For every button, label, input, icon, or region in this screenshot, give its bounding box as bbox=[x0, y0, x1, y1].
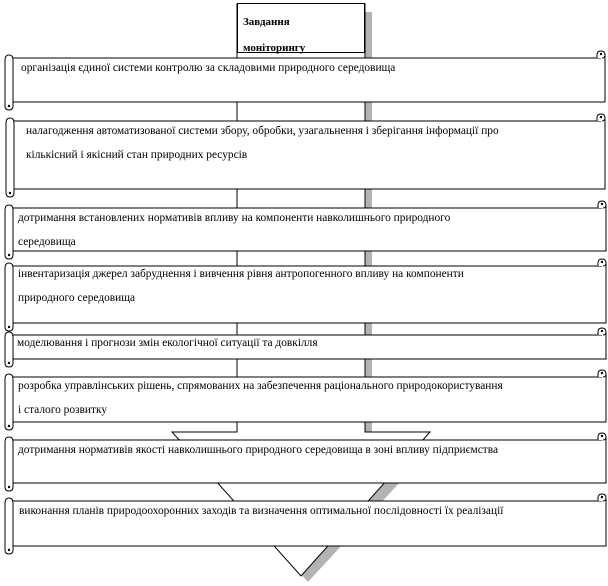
diagram-title: Завдання моніторингу bbox=[243, 16, 306, 54]
task-line: і сталого розвитку bbox=[18, 404, 108, 416]
task-scroll bbox=[5, 495, 606, 552]
task-scroll bbox=[5, 329, 606, 365]
task-text bbox=[18, 206, 450, 254]
task-scroll bbox=[5, 434, 606, 489]
title-box bbox=[237, 3, 365, 53]
task-line: моделювання і прогнози змін екологічної ситуації та довкілля bbox=[17, 337, 318, 349]
task-scroll bbox=[5, 371, 606, 428]
task-scroll bbox=[5, 52, 605, 108]
task-line: налагодження автоматизованої системи збору, обробки, узагальнення і зберігання інформації про bbox=[26, 125, 499, 137]
task-text bbox=[17, 331, 318, 355]
task-scroll bbox=[6, 115, 605, 195]
task-line: інвентаризація джерел забруднення і вивчення рівня антропогенного впливу на компоненти bbox=[18, 268, 464, 280]
task-line: виконання планів природоохоронних заходів та визначення оптимальної послідовності їх реалізації bbox=[19, 505, 504, 517]
task-line: дотримання встановлених нормативів впливу на компоненти навколишнього природного bbox=[18, 212, 451, 224]
task-scroll bbox=[5, 202, 606, 257]
task-line: дотримання нормативів якості навколишнього природного середовища в зоні впливу підприємства bbox=[18, 444, 499, 456]
task-text bbox=[18, 262, 464, 310]
task-line: середовища bbox=[18, 236, 76, 248]
task-text bbox=[21, 56, 395, 80]
task-text bbox=[26, 119, 499, 167]
task-line: природного середовища bbox=[18, 292, 136, 304]
task-line: організація єдиної системи контролю за складовими природного середовища bbox=[21, 62, 396, 74]
task-scroll bbox=[5, 260, 606, 329]
task-line: кількісний і якісний стан природних ресурсів bbox=[26, 149, 248, 161]
task-text bbox=[19, 499, 503, 523]
task-text bbox=[18, 374, 503, 422]
task-text bbox=[18, 438, 498, 462]
task-line: розробка управлінських рішень, спрямованих на забезпечення раціонального природокористування bbox=[18, 380, 503, 392]
